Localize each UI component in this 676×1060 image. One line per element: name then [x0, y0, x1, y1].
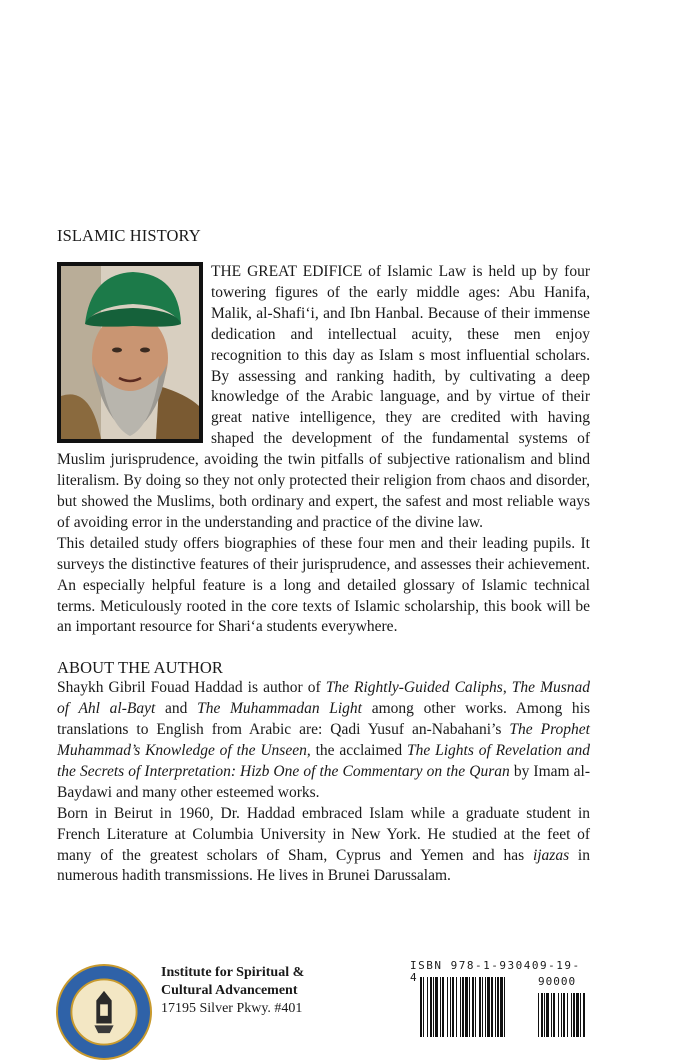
book-title: The Prophet Muhammad’s Knowledge of the Unseen: [57, 721, 590, 760]
book-title: The Muhammadan Light: [197, 700, 362, 718]
bio-text: Born in Beirut in 1960, Dr. Haddad embraced Islam while a graduate student in French Literature at Columbia University in New York. He studied at the feet of many of the greatest scholars of Sham, Cyprus and Yemen and has: [57, 804, 590, 864]
back-cover-text: [57, 226, 590, 887]
bio-text: , the acclaimed: [306, 742, 408, 760]
about-author-heading: ABOUT THE AUTHOR: [57, 658, 223, 678]
bio-text: among other works. Among his translations to English from Arabic are: Qadi Yusuf an-Nabahani’s: [57, 700, 590, 739]
description-paragraph-1: THE GREAT EDIFICE of Islamic Law is held up by four towering figures of the early middle ages: Abu Hanifa, Malik, al-Shafi‘i, and Ibn Hanbal. Because of their immense dedication and intellectual acuity, these men enjoy recognition to this day as Islam s most influential scholars. By assessing and ranking hadith, by cultivating a deep knowledge of the Arabic language, and by virtue of their great native intelligence, they are credited with having shaped the development of the fundamental systems of Muslim jurisprudence, avoiding the twin pitfalls of subjective rationalism and blind literalism. By doing so they not only protected their religion from chaos and disorder, but showed the Muslims, both ordinary and expert, the safest and most reliable ways of avoiding error in the understanding and practice of the divine law.: [57, 263, 590, 531]
author-photo: [57, 262, 203, 443]
publisher-name-line-2: Cultural Advancement: [161, 983, 298, 998]
author-bio-paragraph-2: [57, 804, 590, 888]
category-heading: ISLAMIC HISTORY: [57, 226, 201, 245]
author-portrait-image: [61, 266, 199, 439]
institute-logo-icon: [56, 964, 152, 1060]
publisher-address: 17195 Silver Pkwy. #401: [161, 1001, 303, 1016]
author-bio-paragraph-1: [57, 678, 590, 803]
price-code: 90000: [538, 975, 577, 988]
section-gap: [57, 638, 590, 658]
publisher-info: [161, 964, 304, 1018]
bio-text: ,: [502, 679, 512, 697]
italic-term: ijazas: [532, 846, 570, 864]
bio-text: and: [155, 700, 198, 718]
description-paragraph-2: This detailed study offers biographies of these four men and their leading pupils. It surveys the distinctive features of their jurisprudence, and assesses their achievement. An especially helpful feature is a long and detailed glossary of Islamic technical terms. Meticulously rooted in the core texts of Islamic scholarship, this book will be an important resource for Shari‘a students everywhere.: [57, 534, 590, 636]
book-title: The Musnad of Ahl al-Bayt: [57, 679, 591, 718]
publisher-name-line-1: Institute for Spiritual &: [161, 965, 305, 980]
bio-text: by Imam al-Baydawi and many other esteemed works.: [57, 762, 590, 801]
book-title: The Rightly-Guided Caliphs: [325, 679, 503, 697]
book-title: The Lights of Revelation and the Secrets of Interpretation: Hizb One of the Commentary on the Quran: [57, 742, 590, 780]
isbn-label: ISBN 978-1-930409-19-4: [410, 959, 581, 984]
cover-footer: [0, 955, 676, 1024]
bio-text: in numerous hadith transmissions. He lives in Brunei Darussalam.: [57, 846, 590, 885]
isbn-barcode-block: [410, 959, 586, 988]
bio-text: Shaykh Gibril Fouad Haddad is author of: [57, 679, 326, 697]
